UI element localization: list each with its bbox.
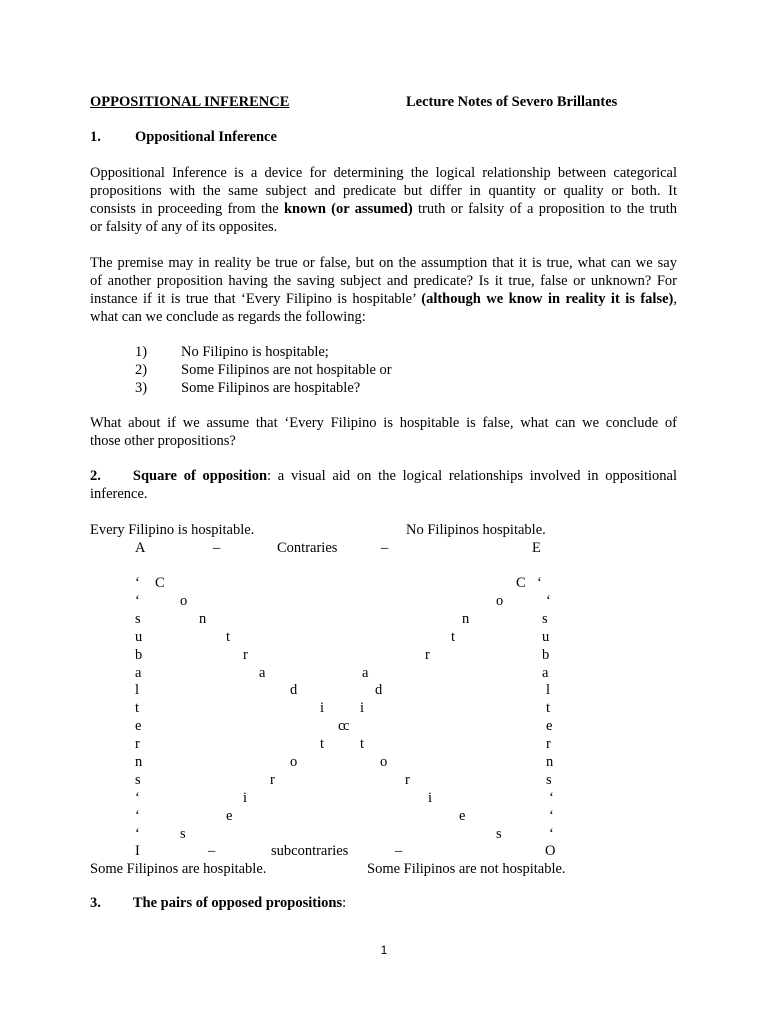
- subalterns-left-letter: u: [135, 628, 143, 645]
- corner-i: I: [135, 843, 140, 859]
- subalterns-right-letter: ‘: [537, 575, 542, 591]
- subcontraries-label: subcontraries: [271, 843, 349, 859]
- contradictories-diagonal-2-letter: s: [496, 825, 502, 842]
- subalterns-left-letter: s: [135, 610, 141, 627]
- paragraph-line: [90, 290, 677, 308]
- contradictories-diagonal-1-letter: n: [199, 610, 207, 627]
- proposition-i-label: Some Filipinos are hospitable.: [90, 861, 267, 877]
- contradictories-diagonal-2-letter: r: [405, 771, 410, 788]
- paragraph-line: those other propositions?: [90, 433, 236, 449]
- page-number: 1: [380, 943, 388, 957]
- subalterns-left-letter: b: [135, 646, 143, 663]
- subalterns-left-letter: ‘: [135, 825, 140, 842]
- contradictories-diagonal-2-letter: a: [362, 664, 369, 681]
- paragraph-3: [90, 414, 677, 450]
- contradictories-diagonal-2-letter: t: [360, 736, 365, 753]
- dash: –: [395, 843, 403, 859]
- corner-o: O: [545, 843, 556, 859]
- subalterns-left-letter: l: [135, 682, 140, 699]
- paragraph-line: Oppositional Inference is a device for determining the logical relationship between categorical: [90, 165, 677, 181]
- contradictories-diagonal-1-letter: i: [243, 789, 248, 806]
- subalterns-right-letter: r: [546, 736, 551, 753]
- subalterns-right-letter: b: [542, 646, 550, 663]
- subalterns-left-letter: s: [135, 771, 141, 788]
- paragraph-line: [90, 200, 677, 218]
- contradictories-diagonal-1-letter: c: [338, 718, 345, 735]
- contradictories-diagonal-1-letter: C: [155, 575, 165, 591]
- section-2-intro: [90, 467, 677, 503]
- list-item-number: 3): [135, 380, 148, 396]
- proposition-e-label: No Filipinos hospitable.: [406, 522, 546, 538]
- section-3: [90, 894, 346, 912]
- subalterns-right-letter: e: [546, 718, 553, 735]
- dash: –: [208, 843, 216, 859]
- contradictories-diagonal-1-letter: s: [180, 825, 186, 842]
- bold-text-run: (although we know in reality it is false): [421, 291, 674, 307]
- section-1-number: 1.: [90, 129, 101, 145]
- contradictories-diagonal-2-letter: t: [451, 628, 456, 645]
- section-3-number: 3.: [90, 895, 101, 911]
- contradictories-diagonal-1-letter: t: [226, 628, 231, 645]
- subalterns-left-letter: a: [135, 664, 142, 681]
- contradictories-diagonal-1-letter: r: [270, 771, 275, 788]
- contradictories-diagonal-1-letter: i: [320, 700, 325, 717]
- list-item-number: 2): [135, 362, 148, 378]
- contradictories-diagonal-2-letter: C: [516, 575, 526, 591]
- contradictories-diagonal-2-letter: e: [459, 807, 466, 824]
- subalterns-right-letter: t: [546, 700, 551, 717]
- contradictories-diagonal-1-letter: d: [290, 682, 298, 699]
- contraries-label: Contraries: [277, 540, 338, 556]
- document-subtitle: Lecture Notes of Severo Brillantes: [406, 94, 618, 110]
- list-item: Some Filipinos are hospitable?: [181, 380, 361, 396]
- text-run: ,: [673, 291, 677, 307]
- paragraph-line: What about if we assume that ‘Every Filipino is hospitable is false, what can we conclude of: [90, 415, 677, 431]
- document-title: OPPOSITIONAL INFERENCE: [90, 94, 290, 110]
- subalterns-left-letter: ‘: [135, 807, 140, 824]
- contradictories-diagonal-2-letter: c: [343, 718, 350, 735]
- contradictories-diagonal-1-letter: t: [320, 736, 325, 753]
- subalterns-right-letter: l: [546, 682, 551, 699]
- list-item-number: 1): [135, 344, 148, 360]
- subalterns-right-letter: u: [542, 628, 550, 645]
- contradictories-diagonal-1-letter: o: [290, 754, 298, 770]
- section-1-heading: Oppositional Inference: [135, 129, 277, 145]
- subalterns-left-letter: n: [135, 754, 143, 770]
- paragraph-2: [90, 254, 677, 326]
- contradictories-diagonal-2-letter: i: [428, 789, 433, 806]
- contradictories-diagonal-1-letter: o: [180, 592, 188, 609]
- paragraph-line: inference.: [90, 486, 148, 502]
- subalterns-left-letter: ‘: [135, 592, 140, 609]
- text-run: consists in proceeding from the: [90, 201, 284, 217]
- subalterns-right-letter: ‘: [549, 825, 554, 842]
- section-3-heading: The pairs of opposed propositions: [132, 895, 343, 911]
- bold-text-run: known (or assumed): [283, 201, 413, 217]
- paragraph-line: what can we conclude as regards the following:: [90, 309, 366, 325]
- subalterns-right-letter: ‘: [546, 592, 551, 609]
- text-run: : a visual aid on the logical relationships involved in oppositional: [267, 468, 677, 484]
- contradictories-diagonal-1-letter: a: [259, 664, 266, 681]
- subalterns-left-letter: e: [135, 718, 142, 735]
- list-item: No Filipino is hospitable;: [181, 344, 329, 360]
- contradictories-diagonal-2-letter: o: [380, 754, 388, 770]
- contradictories-diagonal-2-letter: o: [496, 592, 504, 609]
- contradictories-diagonal-1-letter: e: [226, 807, 233, 824]
- text-run: :: [342, 895, 347, 911]
- subalterns-left-letter: ‘: [135, 575, 140, 591]
- paragraph-line: or falsity of any of its opposites.: [90, 219, 278, 235]
- subalterns-left-letter: t: [135, 700, 140, 717]
- paragraph-line: [90, 467, 677, 485]
- paragraph-line: of another proposition having the saving subject and predicate? Is it true, false or unknown? For: [90, 273, 677, 289]
- subalterns-right-letter: ‘: [549, 789, 554, 806]
- subalterns-left-letter: r: [135, 736, 140, 753]
- contradictories-diagonal-2-letter: n: [462, 610, 470, 627]
- paragraph-1: [90, 164, 677, 236]
- subalterns-right-letter: n: [546, 754, 554, 770]
- corner-a: A: [135, 540, 146, 556]
- dash: –: [381, 540, 389, 556]
- subalterns-right-letter: s: [542, 610, 548, 627]
- contradictories-diagonal-2-letter: d: [375, 682, 383, 699]
- section-2-heading: Square of opposition: [132, 468, 268, 484]
- text-run: truth or falsity of a proposition to the truth: [412, 201, 677, 217]
- proposition-o-label: Some Filipinos are not hospitable.: [367, 861, 566, 877]
- list-item: Some Filipinos are not hospitable or: [181, 362, 392, 378]
- proposition-a-label: Every Filipino is hospitable.: [90, 522, 255, 538]
- dash: –: [213, 540, 221, 556]
- subalterns-right-letter: ‘: [549, 807, 554, 824]
- contradictories-diagonal-2-letter: r: [425, 646, 430, 663]
- corner-e: E: [532, 540, 541, 556]
- subalterns-left-letter: ‘: [135, 789, 140, 806]
- subalterns-right-letter: s: [546, 771, 552, 788]
- text-run: instance if it is true that ‘Every Filipino is hospitable’: [90, 291, 422, 307]
- paragraph-line: propositions with the same subject and predicate but differ in quantity or quality or both. It: [90, 183, 677, 199]
- section-2-number: 2.: [90, 468, 101, 484]
- contradictories-diagonal-1-letter: r: [243, 646, 248, 663]
- paragraph-line: The premise may in reality be true or false, but on the assumption that it is true, what can we say: [90, 255, 677, 271]
- contradictories-diagonal-2-letter: i: [360, 700, 365, 717]
- subalterns-right-letter: a: [542, 664, 549, 681]
